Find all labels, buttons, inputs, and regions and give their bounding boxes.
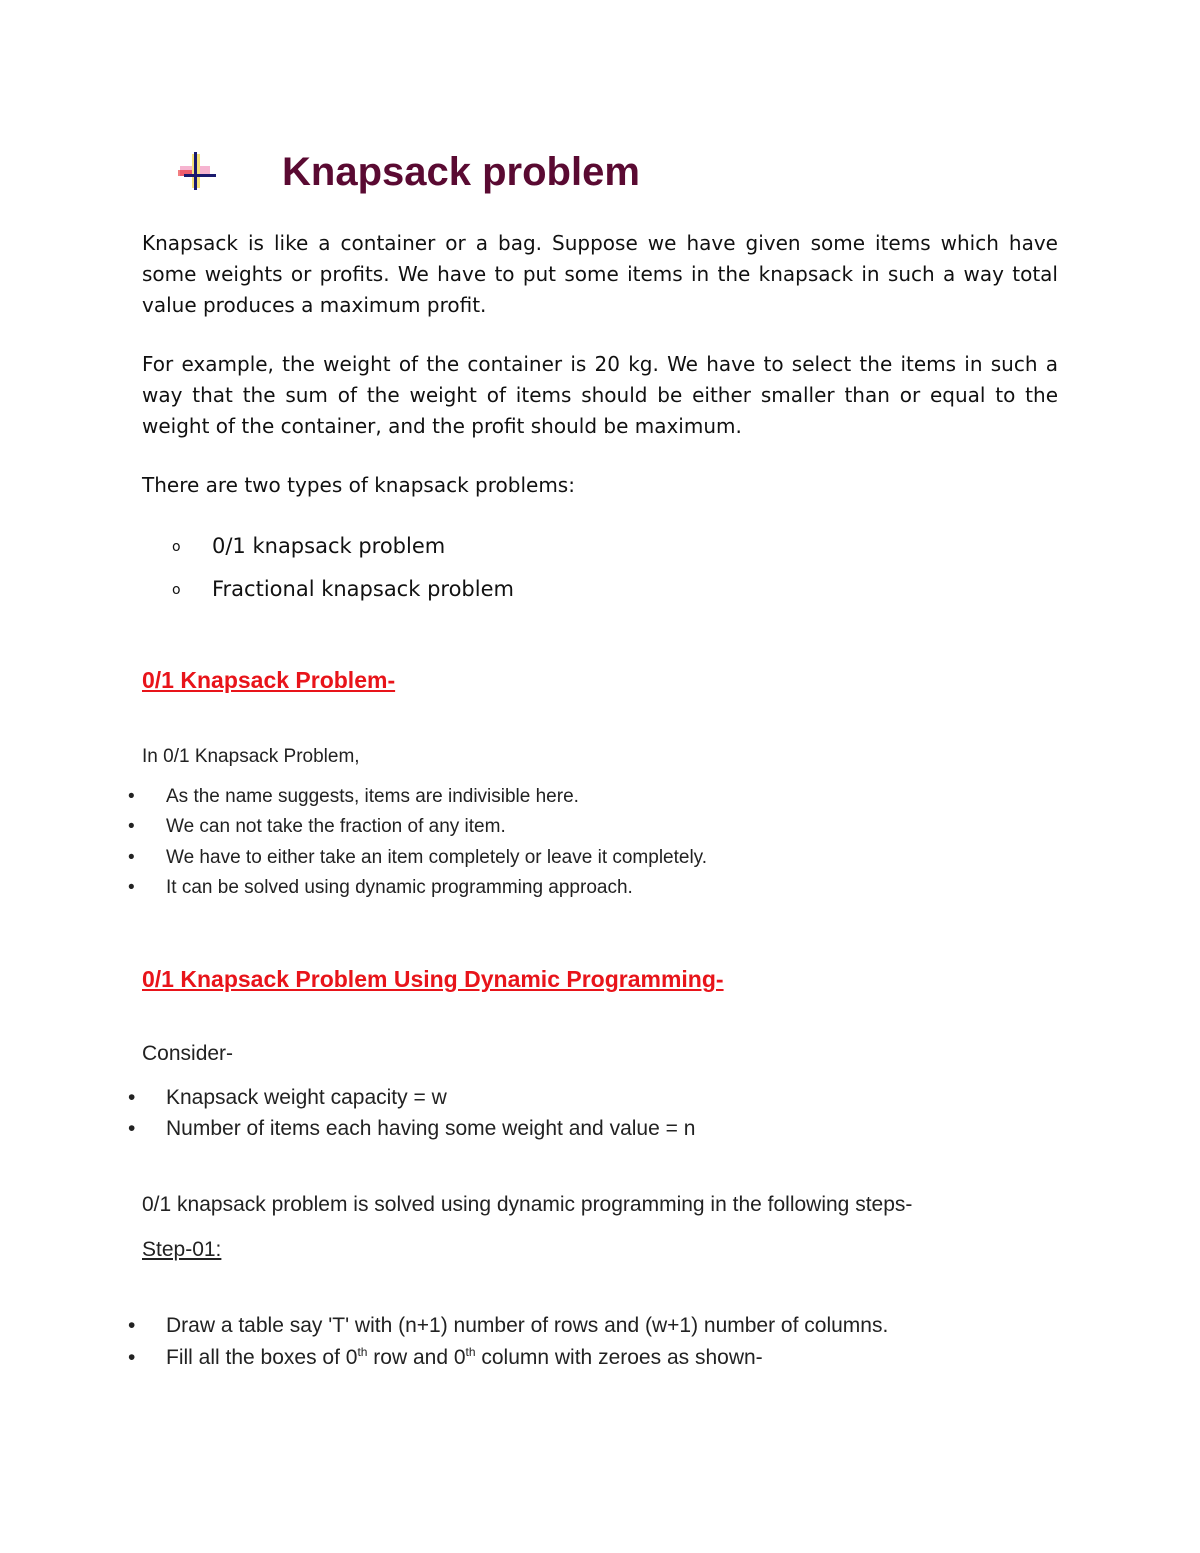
list-item-text: We have to either take an item completely or leave it completely. (166, 847, 708, 868)
list-item-text: We can not take the fraction of any item. (166, 816, 506, 837)
list-item (126, 1086, 447, 1110)
text-line: value produces a maximum profit. (142, 293, 487, 317)
list-item-text: Number of items each having some weight and value = n (166, 1117, 696, 1140)
list-item (126, 1314, 888, 1338)
list-item-text: Knapsack weight capacity = w (166, 1086, 447, 1109)
text-line: There are two types of knapsack problems: (142, 473, 575, 497)
list-item (126, 1117, 695, 1141)
list-item (126, 1346, 763, 1370)
bullet-icon: • (128, 786, 135, 807)
bullet-icon: • (128, 847, 135, 868)
bullet-icon: • (128, 1314, 136, 1337)
section-heading-2: 0/1 Knapsack Problem Using Dynamic Programming- (142, 966, 724, 992)
list-item (126, 786, 579, 808)
list-item-text: Fill all the boxes of 0th row and 0th column with zeroes as shown- (166, 1345, 763, 1369)
list-item (172, 534, 445, 558)
title-row (170, 148, 1070, 208)
plus-bullet-icon (174, 152, 218, 192)
intro-paragraph-2 (142, 349, 1058, 442)
list-item (126, 847, 707, 869)
list-item (126, 816, 506, 838)
text-line: some weights or profits. We have to put some items in the knapsack in such a way total (142, 262, 1058, 286)
circle-bullet-icon: o (172, 582, 181, 598)
text-line: For example, the weight of the container is 20 kg. We have to select the items in such a (142, 352, 1058, 376)
bullet-icon: • (128, 877, 135, 898)
bullet-icon: • (128, 816, 135, 837)
section-heading-1: 0/1 Knapsack Problem- (142, 667, 396, 693)
circle-bullet-icon: o (172, 539, 181, 555)
text-line: way that the sum of the weight of items should be either smaller than or equal to the (142, 383, 1058, 407)
step-label: Step-01: (142, 1238, 222, 1261)
list-item (172, 577, 514, 601)
text-line: weight of the container, and the profit should be maximum. (142, 414, 742, 438)
list-item-text: Draw a table say 'T' with (n+1) number of rows and (w+1) number of columns. (166, 1314, 889, 1337)
bullet-icon: • (128, 1346, 136, 1369)
page-title: Knapsack problem (282, 150, 640, 194)
bullet-icon: • (128, 1117, 136, 1140)
list-item-text: It can be solved using dynamic programming approach. (166, 877, 633, 898)
text-line: Knapsack is like a container or a bag. Suppose we have given some items which have (142, 231, 1058, 255)
list-item-text: 0/1 knapsack problem (212, 534, 446, 558)
list-item (126, 877, 633, 899)
list-item-text: As the name suggests, items are indivisible here. (166, 786, 579, 807)
list-item-text: Fractional knapsack problem (212, 577, 514, 601)
consider-label: Consider- (142, 1042, 234, 1065)
bullet-icon: • (128, 1086, 136, 1109)
intro-paragraph-1 (142, 228, 1058, 321)
types-intro (142, 470, 1058, 501)
section1-lead: In 0/1 Knapsack Problem, (142, 746, 360, 767)
steps-intro: 0/1 knapsack problem is solved using dynamic programming in the following steps- (142, 1193, 913, 1216)
